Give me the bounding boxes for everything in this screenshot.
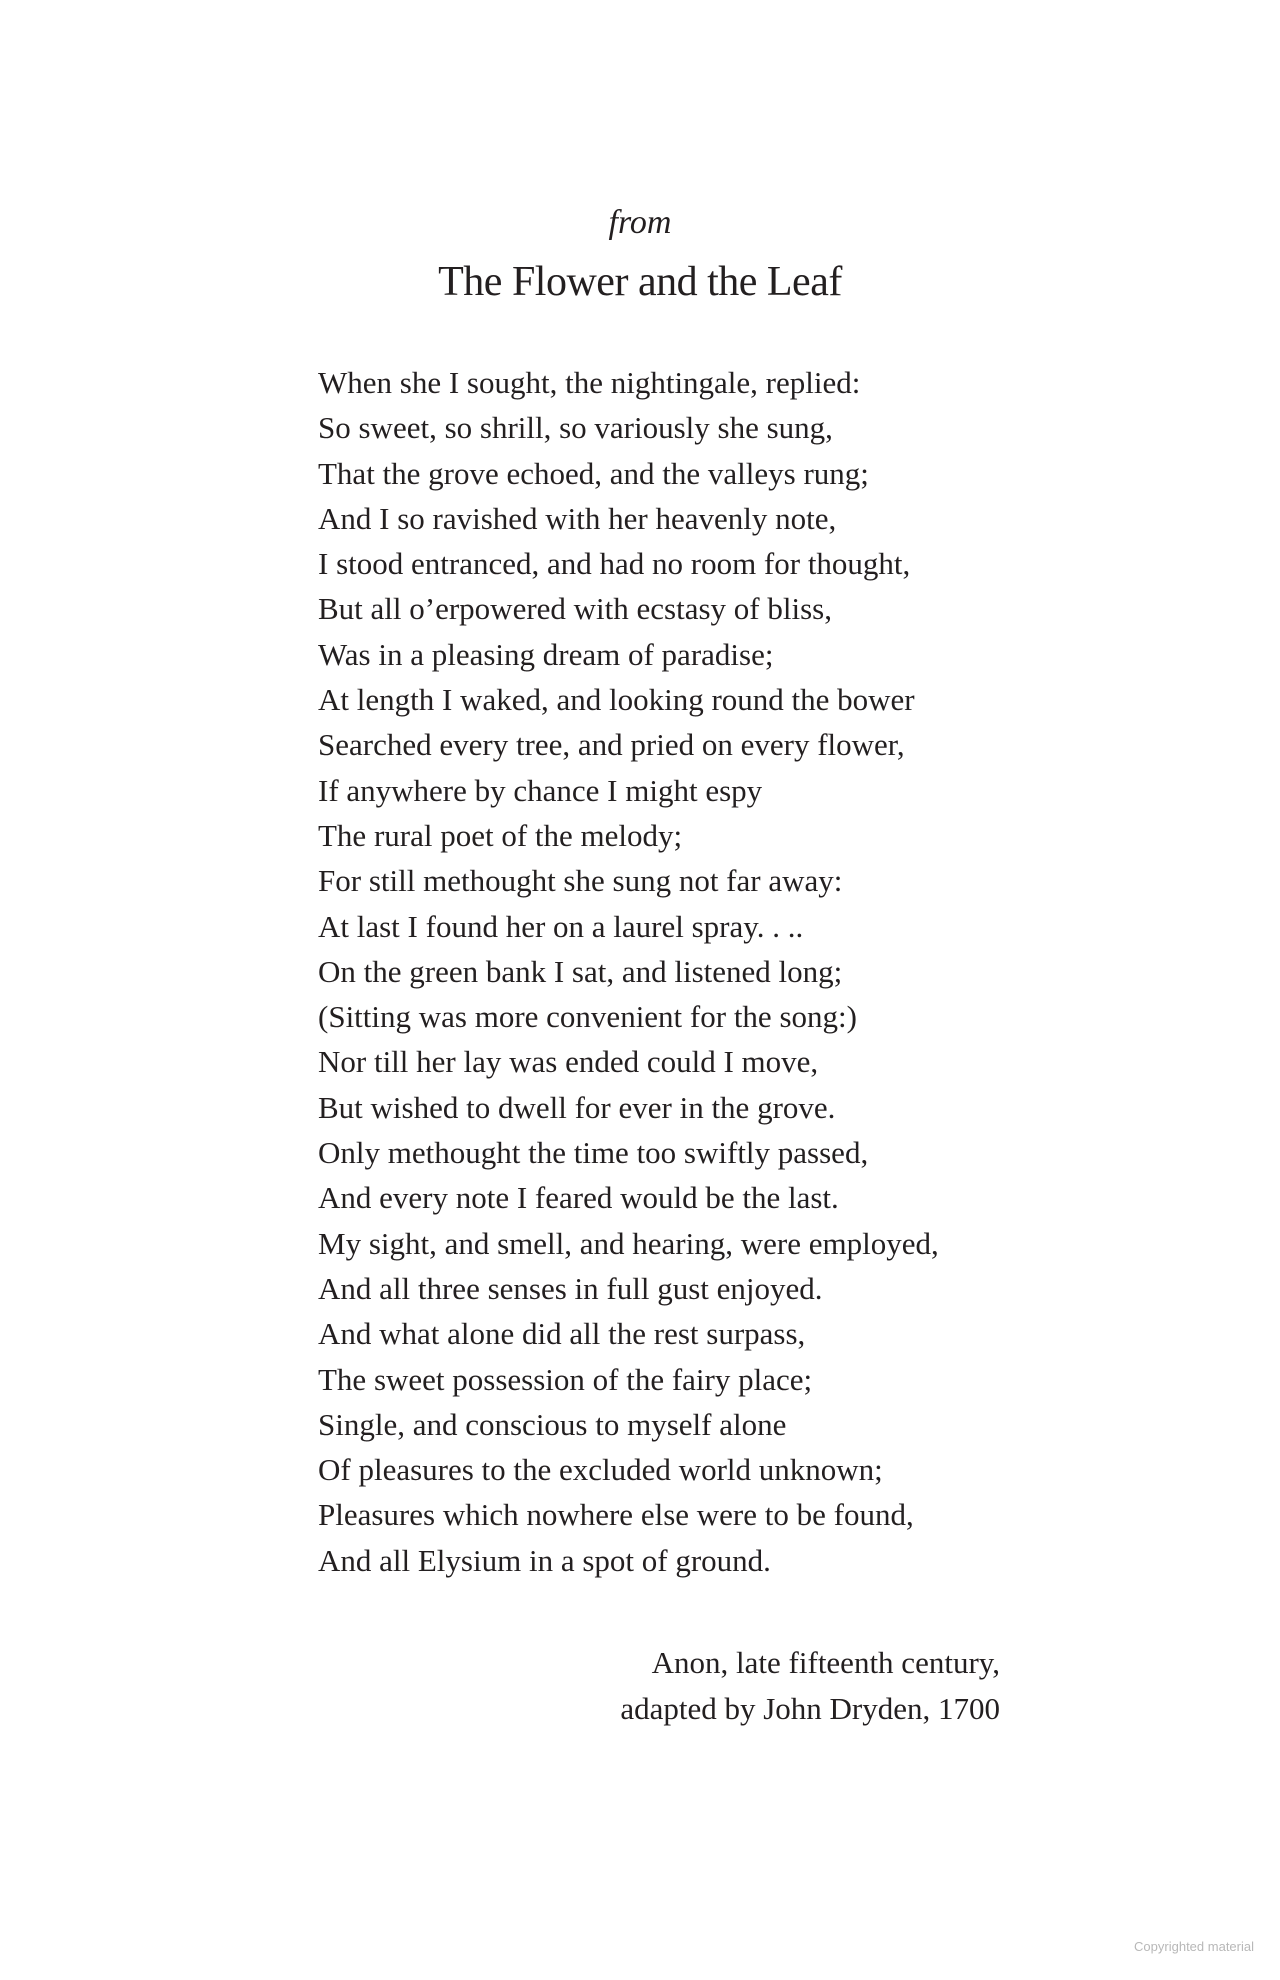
poem-title: The Flower and the Leaf [438,259,842,305]
poem-line: And every note I feared would be the last. [318,1180,839,1216]
attribution-line-adapter: adapted by John Dryden, 1700 [620,1691,1000,1726]
poem-line: But all o’erpowered with ecstasy of bliss, [318,591,832,627]
poem-line: But wished to dwell for ever in the grove. [318,1089,836,1125]
poem-line: And what alone did all the rest surpass, [318,1316,806,1352]
poem-body [318,360,1038,1583]
poem-line: (Sitting was more convenient for the song:) [318,999,857,1035]
poem-line: Single, and conscious to myself alone [318,1406,787,1442]
poem-line: If anywhere by chance I might espy [318,772,763,808]
poem-line: And I so ravished with her heavenly note, [318,500,837,536]
poem-line: Searched every tree, and pried on every flower, [318,727,905,763]
poem-line: For still methought she sung not far away: [318,863,843,899]
poem-line: At last I found her on a laurel spray. . .. [318,908,804,944]
poem-line: Only methought the time too swiftly passed, [318,1135,869,1171]
attribution-line-author: Anon, late fifteenth century, [651,1645,1000,1680]
poem-line: So sweet, so shrill, so variously she sung, [318,410,833,446]
poem-line: When she I sought, the nightingale, replied: [318,365,861,400]
poem-line: My sight, and smell, and hearing, were employed, [318,1225,939,1261]
poem-line: Nor till her lay was ended could I move, [318,1044,819,1080]
poem-line: At length I waked, and looking round the bower [318,682,915,718]
poem-line: On the green bank I sat, and listened long; [318,953,843,989]
poem-line: And all Elysium in a spot of ground. [318,1542,771,1578]
poem-line: Of pleasures to the excluded world unknown; [318,1452,883,1488]
poem-line: Was in a pleasing dream of paradise; [318,636,774,672]
poem-line: I stood entranced, and had no room for thought, [318,546,911,582]
copyright-notice: Copyrighted material [1134,1939,1254,1954]
poem-line: The rural poet of the melody; [318,817,683,853]
poem-line: Pleasures which nowhere else were to be found, [318,1497,914,1533]
poem-line: The sweet possession of the fairy place; [318,1361,813,1397]
poem-line: That the grove echoed, and the valleys rung; [318,455,869,491]
heading-from: from [608,204,672,241]
attribution [620,1640,1000,1732]
poem-line: And all three senses in full gust enjoyed. [318,1270,823,1306]
